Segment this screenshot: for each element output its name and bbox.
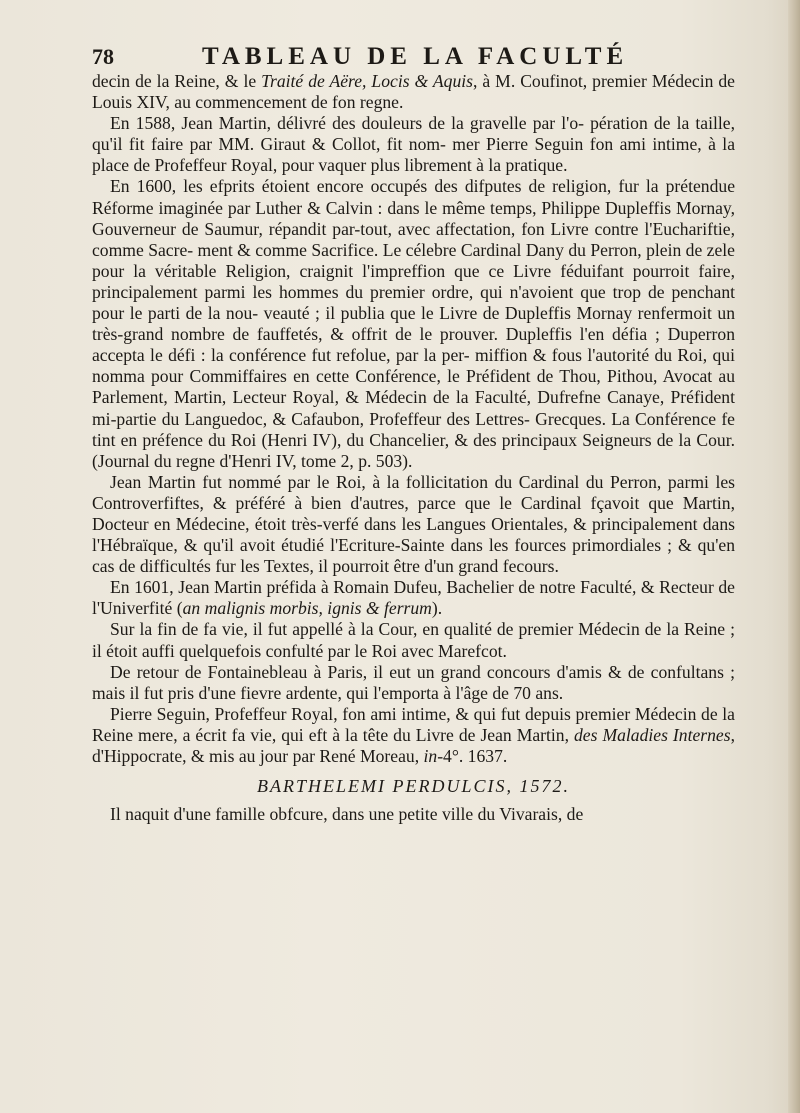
text-run: Il naquit d'une famille obfcure, dans une petite ville du Vivarais, de	[110, 804, 584, 825]
paragraph	[92, 577, 735, 619]
paragraph	[92, 472, 735, 577]
text-run: En 1588, Jean Martin, délivré des douleurs de la gravelle par l'o- pération de la taille, qu'il fit faire par MM. Giraut & Collot, fit nom- mer Pierre Seguin fon ami intime, à la place de Profeffeur Royal, pour vaquer plus librement à la pratique.	[92, 113, 735, 176]
paragraph	[92, 662, 735, 704]
italic-text: in	[423, 746, 438, 766]
section-heading	[92, 776, 735, 797]
body-text	[92, 71, 735, 825]
paragraph	[92, 704, 735, 767]
text-run: En 1601, Jean Martin préfida à Romain Dufeu, Bachelier de notre Faculté, & Recteur de l'Univerfité (	[92, 577, 735, 619]
italic-text: BARTHELEMI PERDULCIS	[257, 776, 507, 797]
text-run: Pierre Seguin, Profeffeur Royal, fon ami intime, & qui fut depuis premier Médecin de la Reine mere, a écrit fa vie, qui eft à la tête du Livre de Jean Martin,	[92, 703, 735, 745]
running-title: TABLEAU DE LA FACULTÉ	[202, 43, 629, 70]
text-run: , 1572.	[506, 776, 570, 797]
text-run: -4°. 1637.	[437, 746, 508, 766]
italic-text: des Maladies Internes	[574, 724, 731, 745]
paragraph	[92, 113, 735, 176]
paragraph	[92, 176, 735, 471]
text-run: , d'Hippocrate, & mis au jour par René Moreau,	[92, 724, 735, 766]
text-run: De retour de Fontainebleau à Paris, il eut un grand concours d'amis & de confultans ; mais il fut pris d'une fievre ardente, qui l'emporta à l'âge de 70 ans.	[92, 661, 735, 703]
page-edge	[788, 0, 800, 1113]
italic-text: an malignis morbis, ignis & ferrum	[182, 598, 432, 619]
text-run: ).	[431, 598, 443, 619]
text-run: En 1600, les efprits étoient encore occupés des difputes de religion, fur la prétendue Réforme imaginée par Luther & Calvin : dans le même temps, Philippe Dupleffis Mornay, Gouverneur de Saumur, répandit par-tout, avec affectation, fon Livre contre l'Euchariftie, comme Sacre- ment & comme Sacrifice. Le célebre Cardinal Dany du Perron, plein de zele pour la véritable Religion, craignit l'impreffion que ce Livre féduifant pourroit faire, principalement parmi les hommes du premier ordre, qui n'avoient que trop de penchant pour le parti de la nou- veauté ; il publia que le Livre de Dupleffis Mornay renfermoit un très-grand nombre de fauffetés, & offrit de le prouver. Dupleffis l'en défia ; Duperron accepta le défi : la conférence fut refolue, par la per- miffion & fous l'autorité du Roi, qui nomma pour Commiffaires en cette Conférence, le Préfident de Thou, Pithou, Avocat au Parlement, Martin, Lecteur Royal, & Médecin de la Faculté, Dufrefne Canaye, Préfident mi-partie du Languedoc, & Cafaubon, Profeffeur des Lettres- Grecques. La Conférence fe tint en préfence du Roi (Henri IV), du Chancelier, & des principaux Seigneurs de la Cour. (Journal du regne d'Henri IV, tome 2, p. 503).	[92, 176, 735, 471]
paragraph	[92, 804, 735, 825]
text-run: Sur la fin de fa vie, il fut appellé à la Cour, en qualité de premier Médecin de la Reine ; il étoit auffi quelquefois confulté par le Roi avec Marefcot.	[92, 619, 735, 661]
paragraph	[92, 71, 735, 113]
text-run: Jean Martin fut nommé par le Roi, à la follicitation du Cardinal du Perron, parmi les Controverfiftes, & préféré à bien d'autres, parce que le Cardinal fçavoit que Martin, Docteur en Médecine, étoit très-verfé dans les Langues Orientales, & principalement dans l'Hébraïque, & qu'il avoit étudié l'Ecriture-Sainte dans les fources primordiales ; & qu'en cas de difficultés fur les Textes, il pourroit être d'un grand fecours.	[92, 471, 735, 577]
text-run: decin de la Reine, & le	[92, 71, 262, 91]
paragraph	[92, 619, 735, 661]
page-number: 78	[92, 44, 114, 69]
text-run: , à M. Coufinot, premier Médecin de Louis XIV, au commencement de fon regne.	[92, 71, 735, 113]
italic-text: Traité de Aëre, Locis & Aquis	[261, 71, 473, 91]
page-header	[92, 44, 732, 74]
